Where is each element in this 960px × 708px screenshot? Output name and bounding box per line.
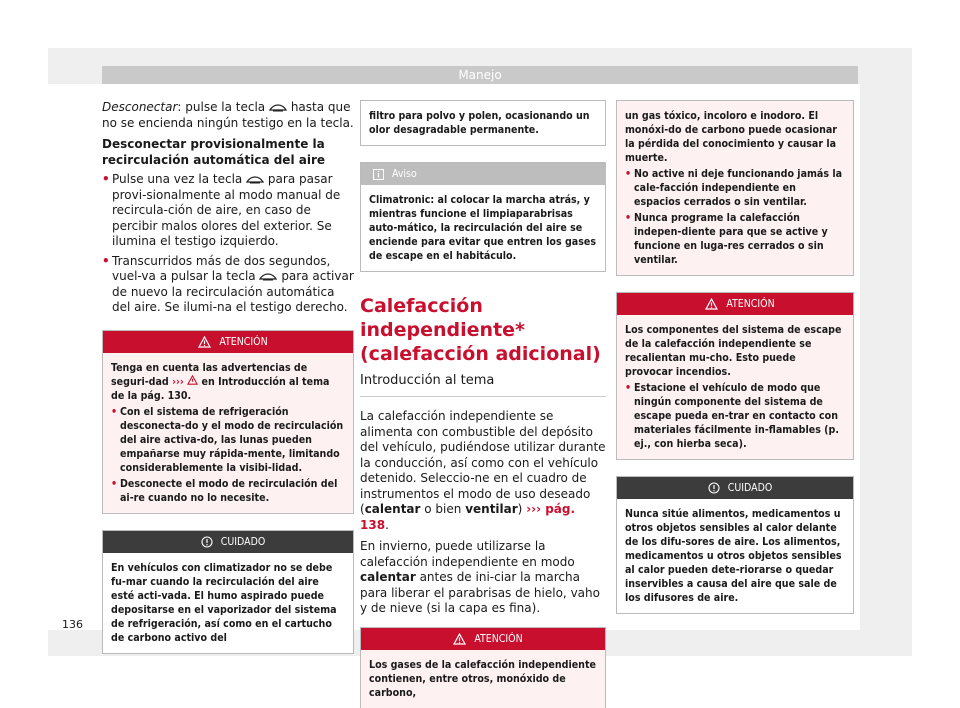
note-label: Aviso <box>392 168 417 180</box>
warning-triangle-icon <box>705 298 718 310</box>
paragraph-desconectar: Desconectar: pulse la tecla hasta que no se encienda ningún testigo en la tecla. <box>102 100 354 130</box>
warning-label: ATENCIÓN <box>726 298 775 310</box>
caution-text: filtro para polvo y polen, ocasionando un olor desagradable permanente. <box>361 101 605 145</box>
caution-label: CUIDADO <box>220 535 266 548</box>
warning-label: ATENCIÓN <box>219 335 268 348</box>
column-right <box>606 100 854 614</box>
warning-box: ATENCIÓN Los componentes del sistema de escape de la calefacción independiente se recalientan mu-cho. Esto puede provocar incendios. • Estacione el vehículo de modo que ningún componente del sistema de escape pueda en-trar en contacto con materiales fácilmente in-flamables (p. ej., con hierba seca). <box>616 292 854 460</box>
recirculation-icon <box>246 176 264 184</box>
cross-reference-arrows[interactable]: ››› <box>172 375 184 388</box>
warning-box: ATENCIÓN Tenga en cuenta las advertencias de seguri-dad ››› en Introducción al tema de la pág. 130. • Con el sistema de refrigeración desconecta-do y el modo de recirculación del aire activa-do, las lunas pueden empañarse muy rápida-mente, limitando considerablemente la visibi-lidad. • Desconecte el modo de recirculación del ai-re cuando no lo necesite. <box>102 330 354 514</box>
caution-label: CUIDADO <box>727 482 773 494</box>
warning-bullet: • No active ni deje funcionando jamás la cale-facción independiente en espacios cerrados o sin ventilar. <box>625 168 843 208</box>
warning-bullet: • Nunca programe la calefacción indepen-diente para que se active y funcione en luga-res cerrados o sin ventilar. <box>625 212 828 266</box>
warning-triangle-icon <box>453 633 466 645</box>
caution-box <box>102 530 354 654</box>
note-text: Climatronic: al colocar la marcha atrás, y mientras funcione el limpiaparabrisas auto-mático, la recirculación del aire se enciende para evitar que entren los gases de escape en el habitáculo. <box>361 185 605 271</box>
warning-bullet: • Con el sistema de refrigeración desconecta-do y el modo de recirculación del aire activa-do, las lunas pueden empañarse muy rápida-mente, limitando considerablemente la visibi-lidad. <box>111 405 344 474</box>
caution-box <box>616 476 854 614</box>
note-box <box>360 162 606 272</box>
column-left <box>102 100 354 654</box>
info-circle-icon <box>201 536 213 548</box>
info-circle-icon <box>708 482 720 494</box>
warning-label: ATENCIÓN <box>474 632 523 645</box>
warning-bullet: • Estacione el vehículo de modo que ningún componente del sistema de escape pueda en-trar en contacto con materiales fácilmente in-flamables (p. ej., con hierba seca). <box>625 382 839 450</box>
section-header: Manejo <box>102 66 858 84</box>
caution-text: En vehículos con climatizador no se debe fu-mar cuando la recirculación del aire esté acti-vada. El humo aspirado puede depositarse en el vaporizador del sistema de refrigeración, así como en el cartucho de carbono activo del <box>103 553 353 653</box>
page-number: 136 <box>62 618 83 631</box>
warning-text: Los gases de la calefacción independiente contienen, entre otros, monóxido de carbono, <box>361 650 605 708</box>
bullet-item: • Pulse una vez la tecla para pasar provi-sionalmente al modo manual de recircula-ción de aire, en caso de percibir malos olores del exterior. Se ilumina el testigo izquierdo. <box>102 172 341 248</box>
paragraph-intro: La calefacción independiente se alimenta con combustible del depósito del vehículo, pudiéndose utilizar durante la conducción, así como con el vehículo detenido. Seleccio-ne en el cuadro de instrumentos el modo de uso deseado (calentar o bien ventilar) ››› pág. 138. <box>360 409 606 532</box>
page-reference-link[interactable]: ››› pág. 138 <box>360 502 576 532</box>
recirculation-icon <box>259 273 277 281</box>
section-subtitle: Introducción al tema <box>360 372 606 397</box>
caution-box-continued <box>360 100 606 146</box>
caution-text: Nunca sitúe alimentos, medicamentos u otros objetos sensibles al calor delante de los difu-sores de aire. Los alimentos, medicamentos u otros objetos sensibles al calor pueden dete-riorarse o quedar inservibles a causa del aire que sale de los difusores de aire. <box>617 499 853 613</box>
bullet-item: • Transcurridos más de dos segundos, vuel-va a pulsar la tecla para activar de nuevo la recirculación automática del aire. Se ilumi-na el testigo derecho. <box>102 253 354 314</box>
warning-box <box>360 627 606 708</box>
warning-bullet: • Desconecte el modo de recirculación del ai-re cuando no lo necesite. <box>111 477 338 504</box>
paragraph-winter: En invierno, puede utilizarse la calefacción independiente en modo calentar antes de ini-ciar la marcha para liberar el parabrisas de hielo, vaho y de nieve (si la capa es fina). <box>360 539 600 615</box>
section-title: Calefacción independiente* (calefacción adicional) <box>360 295 601 365</box>
note-icon <box>373 169 384 180</box>
column-middle <box>354 100 606 708</box>
recirculation-icon <box>269 104 287 112</box>
warning-box-continued: un gas tóxico, incoloro e inodoro. El monóxi-do de carbono puede ocasionar la pérdida del conocimiento y causar la muerte. • No active ni deje funcionando jamás la cale-facción independiente en espacios cerrados o sin ventilar. • Nunca programe la calefacción indepen-diente para que se active y funcione en luga-res cerrados o sin ventilar. <box>616 100 854 276</box>
warning-triangle-icon <box>187 375 198 385</box>
warning-triangle-icon <box>198 336 211 348</box>
heading-desconectar: Desconectar provisionalmente la recirculación automática del aire <box>102 137 326 167</box>
